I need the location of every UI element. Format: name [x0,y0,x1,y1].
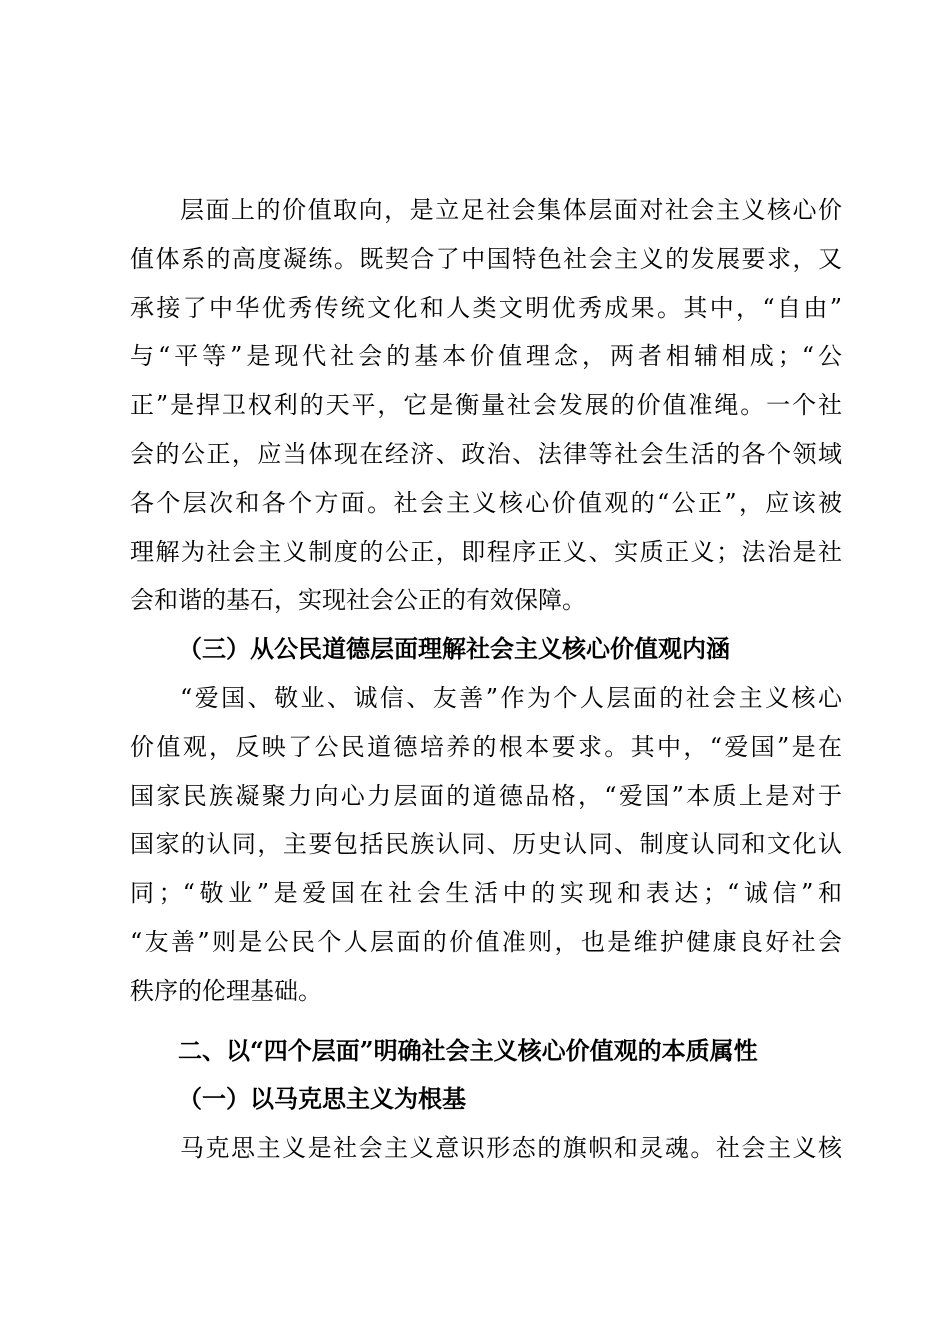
paragraph [130,1124,842,1173]
body-line: “爱国、敬业、诚信、友善”作为个人层面的社会主义核心 [180,683,842,712]
body-line: 马克思主义是社会主义意识形态的旗帜和灵魂。社会主义核 [180,1134,842,1163]
body-line: 秩序的伦理基础。 [130,976,322,1005]
paragraph [130,674,842,1016]
body-line: 会的公正，应当体现在经济、政治、法律等社会生活的各个领域 [130,439,842,468]
body-line: 正”是捍卫权利的天平，它是衡量社会发展的价值准绳。一个社 [130,391,842,420]
body-line: 会和谐的基石，实现社会公正的有效保障。 [130,586,586,615]
body-line: 价值观，反映了公民道德培养的根本要求。其中，“爱国”是在 [130,732,842,761]
document-page [130,186,842,1173]
body-line: 承接了中华优秀传统文化和人类文明优秀成果。其中，“自由” [130,293,842,322]
body-line: 国家的认同，主要包括民族认同、历史认同、制度认同和文化认 [130,830,842,859]
body-line: 同；“敬业”是爱国在社会生活中的实现和表达；“诚信”和 [130,879,842,908]
body-line: 与“平等”是现代社会的基本价值理念，两者相辅相成；“公 [130,342,842,371]
body-line: 各个层次和各个方面。社会主义核心价值观的“公正”，应该被 [130,488,842,517]
subsection-heading: （三）从公民道德层面理解社会主义核心价值观内涵 [178,634,730,664]
body-line: 国家民族凝聚力向心力层面的道德品格，“爱国”本质上是对于 [130,781,842,810]
body-line: 层面上的价值取向，是立足社会集体层面对社会主义核心价 [180,196,842,224]
subsection-heading: （一）以马克思主义为根基 [178,1084,466,1114]
body-line: 值体系的高度凝练。既契合了中国特色社会主义的发展要求，又 [130,244,842,273]
paragraph [130,186,842,625]
section-heading: 二、以“四个层面”明确社会主义核心价值观的本质属性 [178,1035,758,1065]
body-line: “友善”则是公民个人层面的价值准则，也是维护健康良好社会 [130,927,842,956]
body-line: 理解为社会主义制度的公正，即程序正义、实质正义；法治是社 [130,537,842,566]
